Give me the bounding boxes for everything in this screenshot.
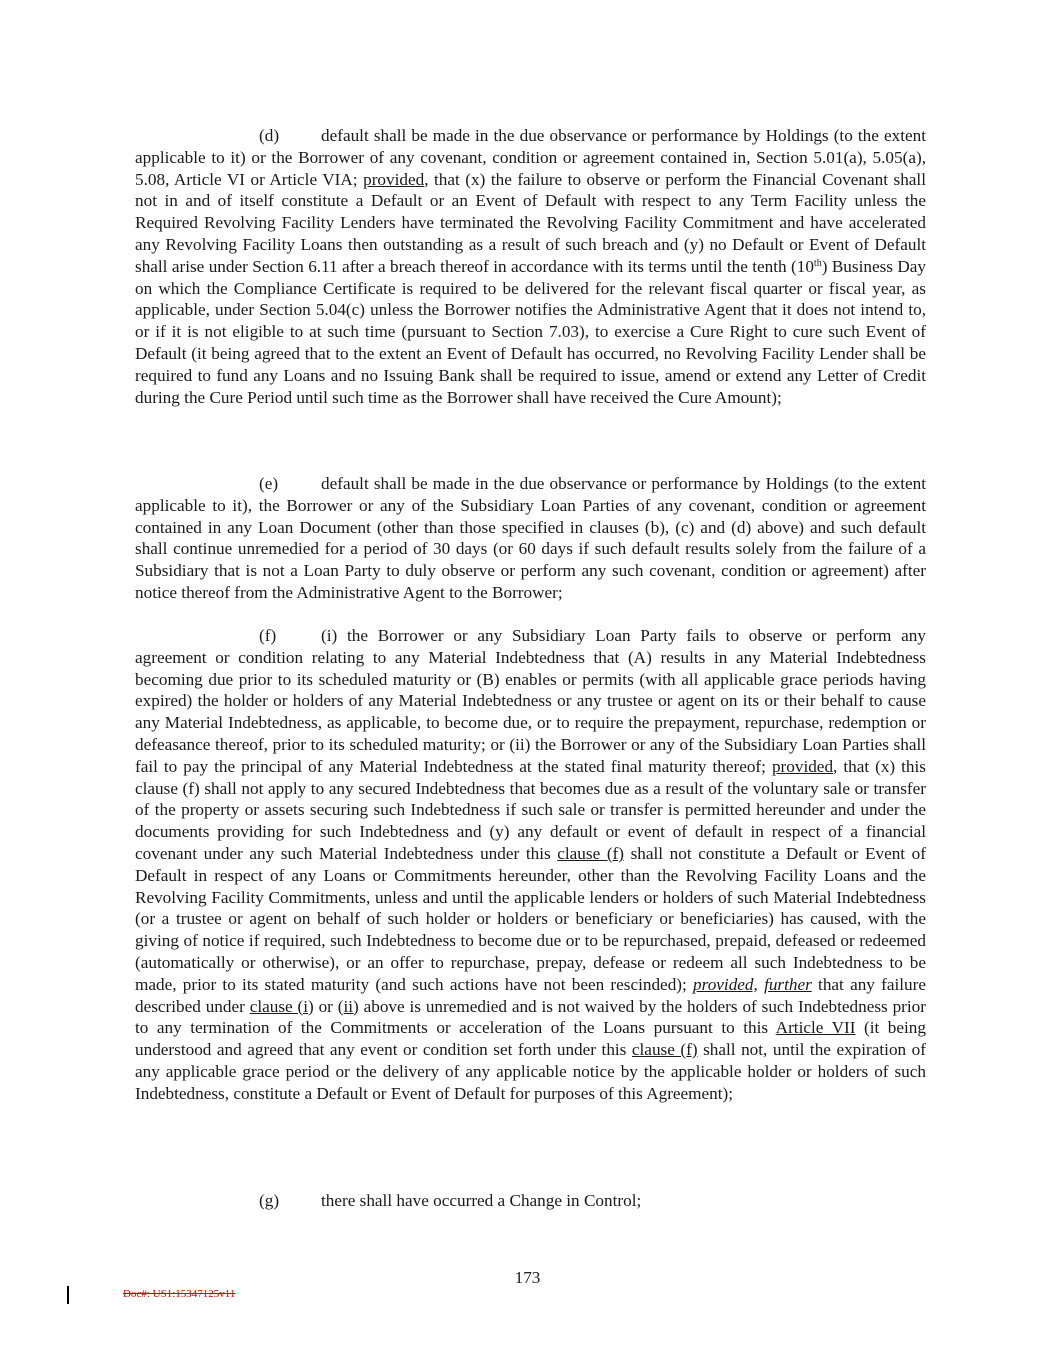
paragraph-f <box>135 625 926 1105</box>
clause-f-reference: clause (f) <box>631 1040 698 1060</box>
clause-f-reference: clause (f) <box>557 843 624 863</box>
paragraph-f-text-7: (it being understood and agreed that any event or condition set forth under this <box>135 1018 926 1060</box>
ordinal-superscript: th <box>813 257 822 269</box>
paragraph-f-label: (f) <box>259 626 277 645</box>
paragraph-g-label: (g) <box>259 1191 280 1210</box>
paragraph-d <box>135 125 926 408</box>
paragraph-d-text-3: ) Business Day on which the Compliance Certificate is required to be delivered for the relevant fiscal quarter or fiscal year, as applicable, under Section 5.04(c) unless the Borrower notifies the Administrative Agent that it does not intend to, or if it is not eligible to at such time (pursuant to Section 7.03), to exercise a Cure Right to cure such Event of Default (it being agreed that to the extent an Event of Default has occurred, no Revolving Facility Lender shall be required to fund any Loans and no Issuing Bank shall be required to issue, amend or extend any Letter of Credit during the Cure Period until such time as the Borrower shall have received the Cure Amount); <box>135 256 926 407</box>
paragraph-f-text-1: (i) the Borrower or any Subsidiary Loan Party fails to observe or perform any agreement or condition relating to any Material Indebtedness that (A) results in any Material Indebtedness becoming due prior to its scheduled maturity or (B) enables or permits (with all applicable grace periods having expired) the holder or holders of any Material Indebtedness or any trustee or agent on its or their behalf to cause any Material Indebtedness, as applicable, to become due, or to require the prepayment, repurchase, redemption or defeasance thereof, prior to its scheduled maturity; or (ii) the Borrower or any of the Subsidiary Loan Parties shall fail to pay the principal of any Material Indebtedness at the stated final maturity thereof; <box>135 626 926 776</box>
page-number: 173 <box>514 1268 541 1287</box>
paragraph-g-text: there shall have occurred a Change in Control; <box>321 1191 642 1210</box>
paragraph-f-text-4: that any failure described under <box>135 974 926 1016</box>
provided-term: provided <box>363 169 425 189</box>
paragraph-e <box>135 473 926 604</box>
paragraph-d-label: (d) <box>259 126 280 145</box>
paragraph-d-text-1: default shall be made in the due observance or performance by Holdings (to the extent applicable to it) or the Borrower of any covenant, condition or agreement contained in, Section 5.01(a), 5.05(a), 5.08, Article VI or Article VIA; <box>135 126 926 189</box>
paragraph-f-text-6: above is unremedied and is not waived by the holders of such Indebtedness prior to any termination of the Commitments or acceleration of the Loans pursuant to this <box>135 996 926 1038</box>
paragraph-f-text-3: shall not constitute a Default or Event of Default in respect of any Loans or Commitments hereunder, other than the Revolving Facility Loans and the Revolving Facility Commitments, unless and until the applicable lenders or holders of such Material Indebtedness (or a trustee or agent on behalf of such holder or holders or beneficiary or beneficiaries) has caused, with the giving of notice if required, such Indebtedness to become due or to be repurchased, prepaid, defeased or redeemed (automatically or otherwise), or an offer to repurchase, prepay, defease or redeem all such Indebtedness to be made, prior to its stated maturity (and such actions have not been rescinded); <box>135 843 926 994</box>
paragraph-f-text-2: , that (x) this clause (f) shall not apply to any secured Indebtedness that becomes due as a result of the voluntary sale or transfer of the property or assets securing such Indebtedness if such sale or transfer is permitted hereunder and under the documents providing for such Indebtedness and (y) any default or event of default in respect of a financial covenant under any such Material Indebtedness under this <box>135 756 926 863</box>
provided-term: provided <box>771 756 834 776</box>
paragraph-e-text: default shall be made in the due observance or performance by Holdings (to the extent applicable to it), the Borrower or any of the Subsidiary Loan Parties of any covenant, condition or agreement contained in any Loan Document (other than those specified in clauses (b), (c) and (d) above) and such default shall continue unremedied for a period of 30 days (or 60 days if such default results solely from the failure of a Subsidiary that is not a Loan Party to duly observe or perform any such covenant, condition or agreement) after notice thereof from the Administrative Agent to the Borrower; <box>135 474 926 602</box>
clause-i-reference: clause (i) <box>249 996 314 1016</box>
paragraph-e-label: (e) <box>259 474 279 493</box>
change-bar-marker <box>67 1286 69 1304</box>
further-term-italic: further <box>764 974 812 994</box>
article-vii-reference: Article VII <box>775 1018 856 1038</box>
paragraph-f-text-8: shall not, until the expiration of any applicable grace period or the delivery of any applicable notice by the applicable holder or holders of such Indebtedness, constitute a Default or Event of Default for purposes of this Agreement); <box>135 1040 926 1103</box>
paragraph-f-text-5: or <box>313 996 338 1016</box>
paragraph-d-text-2: , that (x) the failure to observe or perform the Financial Covenant shall not in and of itself constitute a Default or an Event of Default with respect to any Term Facility unless the Required Revolving Facility Lenders have terminated the Revolving Facility Commitment and have accelerated any Revolving Facility Loans then outstanding as a result of such breach and (y) no Default or Event of Default shall arise under Section 6.11 after a breach thereof in accordance with its terms until the tenth (10 <box>135 169 926 276</box>
paragraph-g <box>135 1190 926 1212</box>
document-id: Doc#: US1:15347125v11 <box>123 1288 236 1300</box>
clause-ii-reference: (ii) <box>337 996 359 1016</box>
provided-term-italic: provided, <box>693 974 758 994</box>
